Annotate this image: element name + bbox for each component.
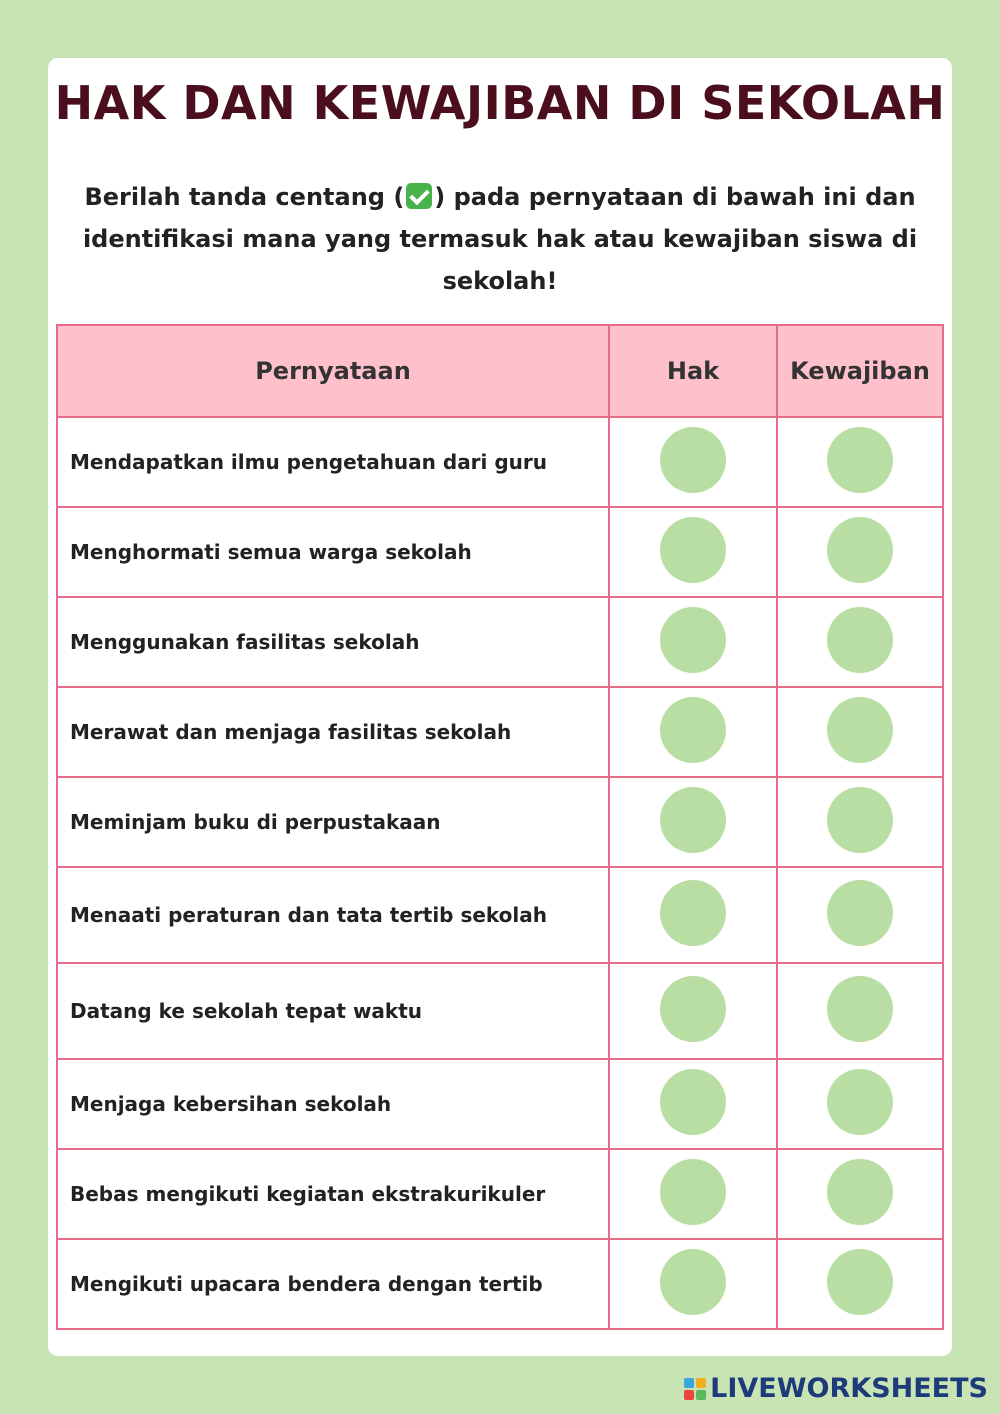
cell-kewajiban xyxy=(777,963,943,1059)
answer-option-kewajiban[interactable] xyxy=(827,976,893,1042)
table-row xyxy=(57,963,943,1059)
worksheet xyxy=(48,58,952,1356)
brand-logo xyxy=(684,1373,988,1404)
answer-option-kewajiban[interactable] xyxy=(827,517,893,583)
table-row xyxy=(57,777,943,867)
answer-option-hak[interactable] xyxy=(660,517,726,583)
table-row xyxy=(57,597,943,687)
table-row xyxy=(57,417,943,507)
statement-text: Mendapatkan ilmu pengetahuan dari guru xyxy=(57,417,609,507)
instructions-line2: identifikasi mana yang termasuk hak atau kewajiban siswa di sekolah! xyxy=(82,225,918,295)
cell-hak xyxy=(609,417,777,507)
checkmark-icon xyxy=(406,183,432,209)
cell-hak xyxy=(609,687,777,777)
statement-text: Merawat dan menjaga fasilitas sekolah xyxy=(57,687,609,777)
instructions-part1: Berilah tanda centang ( xyxy=(84,183,405,211)
statement-text: Menghormati semua warga sekolah xyxy=(57,507,609,597)
cell-hak xyxy=(609,867,777,963)
cell-kewajiban xyxy=(777,597,943,687)
page-title: HAK DAN KEWAJIBAN DI SEKOLAH xyxy=(54,76,946,130)
statement-text: Menjaga kebersihan sekolah xyxy=(57,1059,609,1149)
answer-option-hak[interactable] xyxy=(660,787,726,853)
cell-kewajiban xyxy=(777,687,943,777)
answer-option-hak[interactable] xyxy=(660,427,726,493)
statement-table xyxy=(56,324,944,1330)
answer-option-hak[interactable] xyxy=(660,1159,726,1225)
cell-kewajiban xyxy=(777,1239,943,1329)
cell-hak xyxy=(609,1059,777,1149)
answer-option-kewajiban[interactable] xyxy=(827,1069,893,1135)
header-pernyataan: Pernyataan xyxy=(57,325,609,417)
answer-option-hak[interactable] xyxy=(660,607,726,673)
answer-option-kewajiban[interactable] xyxy=(827,697,893,763)
liveworksheets-logo-icon xyxy=(684,1378,706,1400)
answer-option-kewajiban[interactable] xyxy=(827,787,893,853)
table-body xyxy=(57,417,943,1329)
table-row xyxy=(57,1059,943,1149)
cell-kewajiban xyxy=(777,417,943,507)
cell-hak xyxy=(609,1149,777,1239)
instructions-part2: ) pada pernyataan di bawah ini dan xyxy=(434,183,916,211)
statement-text: Meminjam buku di perpustakaan xyxy=(57,777,609,867)
table-row xyxy=(57,1149,943,1239)
cell-hak xyxy=(609,597,777,687)
table-row xyxy=(57,687,943,777)
answer-option-kewajiban[interactable] xyxy=(827,607,893,673)
statement-text: Mengikuti upacara bendera dengan tertib xyxy=(57,1239,609,1329)
answer-option-hak[interactable] xyxy=(660,697,726,763)
answer-option-hak[interactable] xyxy=(660,1069,726,1135)
cell-hak xyxy=(609,507,777,597)
cell-kewajiban xyxy=(777,1059,943,1149)
cell-kewajiban xyxy=(777,867,943,963)
header-hak: Hak xyxy=(609,325,777,417)
answer-option-kewajiban[interactable] xyxy=(827,1249,893,1315)
instructions xyxy=(58,176,942,302)
cell-kewajiban xyxy=(777,1149,943,1239)
statement-text: Menaati peraturan dan tata tertib sekolah xyxy=(57,867,609,963)
answer-option-hak[interactable] xyxy=(660,976,726,1042)
table-row xyxy=(57,507,943,597)
answer-option-kewajiban[interactable] xyxy=(827,1159,893,1225)
statement-text: Menggunakan fasilitas sekolah xyxy=(57,597,609,687)
cell-hak xyxy=(609,777,777,867)
brand-name: LIVEWORKSHEETS xyxy=(710,1373,988,1404)
answer-option-hak[interactable] xyxy=(660,1249,726,1315)
cell-kewajiban xyxy=(777,507,943,597)
header-kewajiban: Kewajiban xyxy=(777,325,943,417)
cell-hak xyxy=(609,963,777,1059)
statement-text: Bebas mengikuti kegiatan ekstrakurikuler xyxy=(57,1149,609,1239)
answer-option-kewajiban[interactable] xyxy=(827,427,893,493)
table-row xyxy=(57,867,943,963)
cell-kewajiban xyxy=(777,777,943,867)
answer-option-hak[interactable] xyxy=(660,880,726,946)
table-row xyxy=(57,1239,943,1329)
answer-option-kewajiban[interactable] xyxy=(827,880,893,946)
statement-text: Datang ke sekolah tepat waktu xyxy=(57,963,609,1059)
cell-hak xyxy=(609,1239,777,1329)
